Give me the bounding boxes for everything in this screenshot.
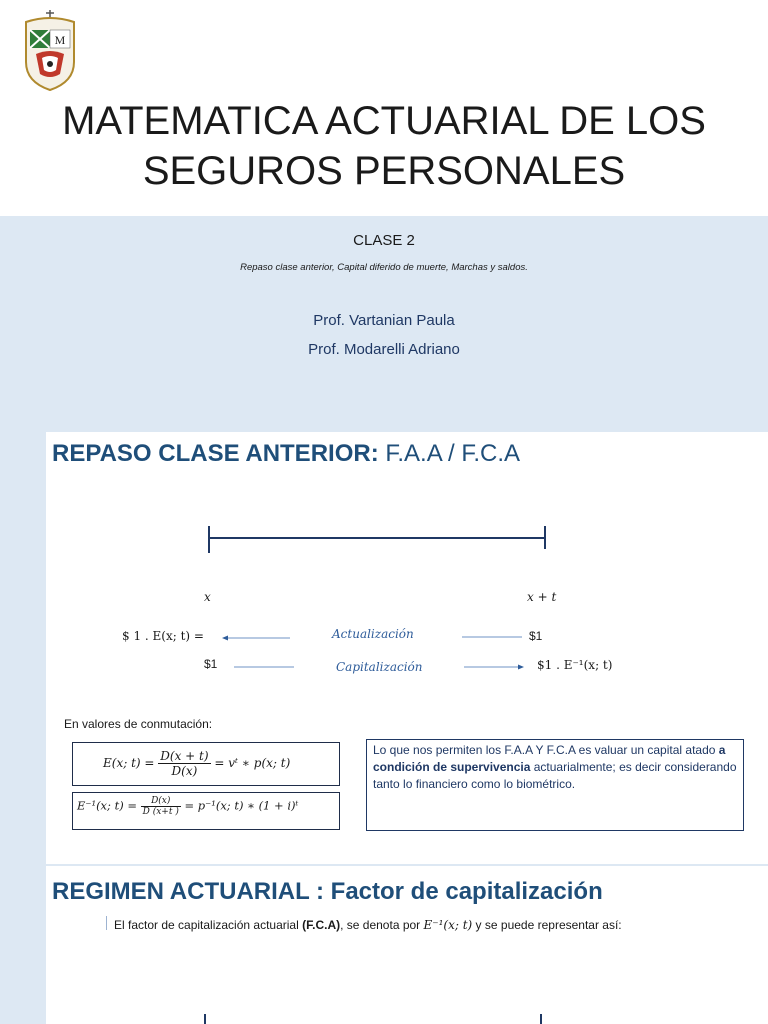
repaso-slide (46, 432, 768, 864)
capitalizacion-label: Capitalización (336, 660, 423, 674)
arrowhead-right (518, 665, 524, 670)
actualizacion-label: Actualización (332, 627, 414, 641)
formula-e-numerator: D(x + t) (160, 749, 209, 763)
formula-e (103, 749, 290, 778)
formula-e-fraction (158, 749, 210, 778)
formula-e-lhs: E(x; t) = (103, 756, 155, 770)
regimen-text-math: E⁻¹(x; t) (423, 918, 473, 932)
regimen-text-1: El factor de capitalización actuarial (114, 918, 303, 932)
text-cursor-mark (106, 916, 107, 930)
repaso-title-light: F.A.A / F.C.A (385, 440, 521, 467)
repaso-title-bold: REPASO CLASE ANTERIOR: (52, 440, 379, 467)
regimen-text (114, 918, 622, 932)
xt-label: x + t (527, 590, 557, 604)
title-line-1: MATEMATICA ACTUARIAL DE LOS (62, 99, 706, 143)
note-text-1: Lo que nos permiten los F.A.A Y F.C.A es valuar un capital atado (373, 743, 719, 757)
professor-1: Prof. Vartanian Paula (313, 312, 455, 329)
x-label: x (204, 590, 211, 604)
page-title (0, 96, 768, 196)
regimen-text-3: y se puede representar así: (472, 918, 622, 932)
regimen-text-bold: (F.C.A) (302, 918, 341, 932)
formula-e-inverse (77, 796, 298, 817)
formula-e-denominator: D(x) (171, 764, 198, 778)
note-text-2: actuarialmente; es decir considerando tanto lo financiero como lo biométrico. (373, 760, 737, 791)
formula-e-inverse-denominator: D (x+t ) (142, 807, 179, 817)
clase-label: CLASE 2 (353, 232, 415, 249)
left-top-value: $ 1 . E(x; t) = (122, 629, 204, 643)
timeline-diagram-2 (46, 1006, 768, 1024)
formula-box-e (72, 742, 340, 786)
formula-e-inverse-lhs: E⁻¹(x; t) = (77, 798, 137, 813)
note-box (366, 739, 744, 831)
subtitle-area (0, 216, 768, 432)
formula-box-e-inverse (72, 792, 340, 830)
regimen-title: REGIMEN ACTUARIAL : Factor de capitalización (52, 878, 603, 905)
university-crest-icon (20, 10, 80, 92)
formula-e-inverse-fraction (141, 796, 181, 817)
regimen-text-2: , se denota por (340, 918, 424, 932)
left-bottom-value: $1 (204, 657, 218, 671)
arrowhead-left (222, 636, 228, 641)
right-bottom-value: $1 . E⁻¹(x; t) (537, 658, 613, 672)
right-top-value: $1 (529, 629, 543, 643)
formula-e-inverse-numerator: D(x) (141, 796, 181, 807)
formula-e-rhs: = vᵗ ∗ p(x; t) (214, 756, 291, 770)
title-line-2: SEGUROS PERSONALES (142, 149, 626, 193)
timeline-diagram (46, 432, 768, 692)
professor-2: Prof. Modarelli Adriano (308, 341, 460, 358)
clase-description: Repaso clase anterior, Capital diferido de muerte, Marchas y saldos. (240, 262, 528, 273)
title-slide (0, 0, 768, 216)
regimen-slide (46, 866, 768, 1024)
conmutacion-label: En valores de conmutación: (64, 717, 213, 731)
note-text-bold: a condición de supervivencia (373, 743, 726, 774)
svg-text:M: M (54, 33, 66, 47)
formula-e-inverse-rhs: = p⁻¹(x; t) ∗ (1 + i)ᵗ (184, 798, 299, 813)
